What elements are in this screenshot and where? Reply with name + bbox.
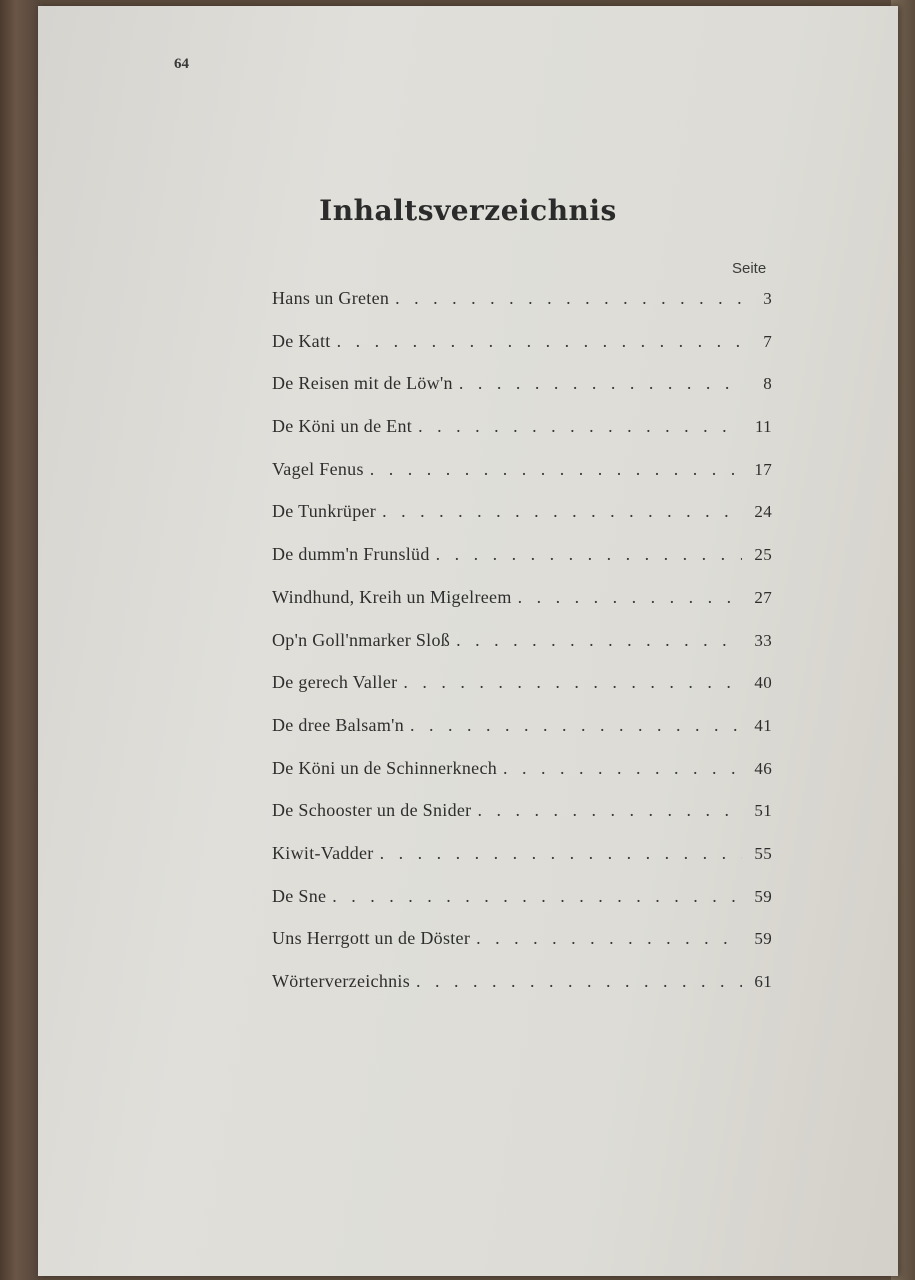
toc-entry: [272, 800, 772, 843]
toc-entry-title: De Reisen mit de Löw'n: [272, 373, 453, 394]
toc-leader-dots: [395, 288, 742, 309]
toc-entry-title: De Köni un de Ent: [272, 416, 413, 437]
page-number: 64: [174, 56, 189, 72]
toc-entry: [272, 501, 772, 544]
toc-entry-page: 59: [754, 886, 772, 906]
toc-entry: [272, 715, 772, 758]
toc-entry-page: 11: [755, 417, 772, 437]
toc-entry-title: Op'n Goll'nmarker Sloß: [272, 629, 451, 650]
page-column-label: Seite: [732, 260, 767, 277]
toc-entry: [272, 886, 772, 929]
toc-entry: [272, 544, 772, 587]
toc-entry: [272, 331, 772, 374]
book-page: [38, 6, 898, 1276]
toc-entry-title: Kiwit-Vadder: [272, 842, 374, 863]
toc-entry-title: Windhund, Kreih un Migelreem: [272, 586, 512, 607]
toc-entry-page: 7: [763, 331, 772, 351]
toc-entry-page: 24: [754, 502, 772, 522]
toc-entry: [272, 288, 772, 331]
toc-entry: [272, 843, 772, 886]
toc-entry-title: De Tunkrüper: [272, 501, 377, 522]
toc-leader-dots: [416, 971, 742, 992]
toc-entry-title: De dree Balsam'n: [272, 714, 404, 735]
toc-entry-page: 55: [754, 843, 772, 863]
toc-leader-dots: [456, 630, 742, 651]
toc-entry-page: 27: [754, 587, 772, 607]
toc-leader-dots: [518, 587, 742, 608]
toc-entry-page: 25: [754, 545, 772, 565]
toc-entry-title: Hans un Greten: [272, 288, 390, 308]
toc-entry-page: 59: [754, 929, 772, 949]
toc-entry-title: De Sne: [272, 885, 327, 906]
toc-entry: [272, 971, 772, 1014]
toc-leader-dots: [380, 843, 742, 864]
toc-entry-title: De Köni un de Schinnerknech: [272, 757, 498, 778]
toc-entry: [272, 672, 772, 715]
toc-entry: [272, 587, 772, 630]
toc-entry-page: 8: [763, 374, 772, 394]
toc-leader-dots: [337, 331, 742, 352]
toc-entry-title: Vagel Fenus: [272, 458, 364, 479]
toc-entry-page: 46: [754, 758, 772, 778]
toc-leader-dots: [403, 672, 742, 693]
page-title: Inhaltsverzeichnis: [319, 194, 617, 227]
wood-background-left: [0, 0, 40, 1280]
toc-entry-page: 51: [754, 801, 772, 821]
toc-leader-dots: [410, 715, 742, 736]
table-of-contents: [272, 288, 772, 1014]
toc-leader-dots: [436, 544, 742, 565]
toc-entry-title: De Schooster un de Snider: [272, 800, 472, 821]
toc-entry: [272, 630, 772, 673]
toc-leader-dots: [476, 928, 742, 949]
toc-entry-page: 3: [763, 289, 772, 308]
toc-entry: [272, 459, 772, 502]
toc-entry-title: Wörterverzeichnis: [272, 971, 411, 991]
toc-leader-dots: [382, 501, 742, 522]
toc-entry: [272, 758, 772, 801]
toc-leader-dots: [370, 459, 742, 480]
toc-leader-dots: [477, 800, 742, 821]
toc-entry-title: Uns Herrgott un de Döster: [272, 928, 471, 949]
toc-entry-page: 17: [754, 459, 772, 479]
toc-entry: [272, 416, 772, 459]
toc-entry: [272, 373, 772, 416]
toc-entry-title: De Katt: [272, 330, 331, 351]
toc-leader-dots: [503, 758, 742, 779]
toc-entry-page: 41: [754, 715, 772, 735]
toc-leader-dots: [459, 373, 742, 394]
toc-leader-dots: [418, 416, 742, 437]
toc-entry-title: De gerech Valler: [272, 672, 398, 693]
toc-leader-dots: [332, 886, 742, 907]
toc-entry: [272, 928, 772, 971]
toc-entry-page: 40: [754, 673, 772, 693]
toc-entry-title: De dumm'n Frunslüd: [272, 544, 430, 565]
toc-entry-page: 61: [754, 972, 772, 991]
toc-entry-page: 33: [754, 630, 772, 650]
